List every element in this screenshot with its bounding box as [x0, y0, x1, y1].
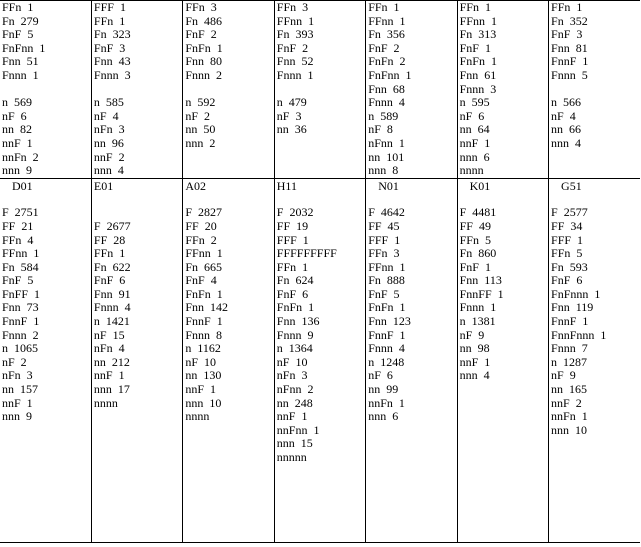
pattern-count-line: FFn 1	[551, 0, 583, 14]
pattern-count-line: nn 101	[368, 149, 405, 164]
pattern-count-line: Fnnn 4	[368, 341, 405, 356]
pattern-count-line: nn 50	[185, 122, 216, 137]
pattern-count-line: FF 19	[276, 218, 309, 233]
pattern-count-line: Fn 356	[368, 27, 405, 42]
pattern-count-line: Fnnn 8	[185, 327, 223, 342]
table-cell	[366, 1, 457, 179]
pattern-count-line: FFF 1	[368, 232, 401, 247]
pattern-count-line: nnF 2	[93, 149, 125, 164]
pattern-count-line: FnF 6	[93, 273, 126, 288]
pattern-count-line: n 1162	[185, 341, 221, 356]
pattern-count-line: nn 248	[276, 395, 313, 410]
pattern-count-line: n 479	[276, 95, 307, 110]
pattern-count-line: Fnn 91	[93, 286, 131, 301]
pattern-count-line: nF 9	[551, 368, 576, 383]
pattern-count-line: FnFn 2	[368, 54, 406, 69]
pattern-count-line: nn 64	[459, 122, 490, 137]
pattern-count-line: nFn 3	[2, 368, 33, 383]
pattern-count-line: FnF 5	[2, 273, 34, 288]
pattern-count-line: Fnn 61	[459, 67, 497, 82]
pattern-count-line: nF 2	[185, 108, 211, 123]
table-cell	[183, 1, 274, 179]
pattern-count-line: FFnn 1	[276, 13, 315, 28]
pattern-count-line: Fn 860	[459, 246, 497, 261]
pattern-count-line: FnF 2	[368, 40, 400, 55]
pattern-count-line: nF 4	[551, 108, 576, 123]
pattern-count-line: n 592	[185, 95, 216, 110]
pattern-count-line: Fn 665	[185, 259, 223, 274]
pattern-count-line: nnn 4	[551, 135, 582, 150]
pattern-count-line: Fnn 81	[551, 40, 588, 55]
pattern-count-line: nnn 6	[368, 409, 399, 424]
sample-id: K01	[469, 178, 491, 193]
pattern-count-line: FnFn 1	[185, 286, 223, 301]
pattern-count-line: FF 49	[459, 218, 491, 233]
blank-line	[551, 83, 640, 97]
table-cell	[549, 178, 640, 542]
pattern-count-line: FnFn 1	[185, 40, 223, 55]
table-cell	[274, 1, 365, 179]
pattern-count-line: nn 212	[93, 354, 130, 369]
pattern-count-line: FnF 6	[551, 273, 583, 288]
pattern-count-line: n 1065	[2, 341, 38, 356]
pattern-count-line: nF 10	[185, 354, 217, 369]
blank-line	[185, 83, 273, 97]
pattern-count-line: FFn 1	[276, 259, 309, 274]
blank-line	[277, 193, 365, 207]
table-cell	[457, 178, 548, 542]
pattern-count-line: nFn 3	[276, 368, 308, 383]
pattern-count-line: nF 8	[368, 122, 393, 137]
pattern-count-line: Fnnn 2	[2, 327, 39, 342]
pattern-count-line: FnFnn 1	[368, 67, 412, 82]
table-cell	[91, 178, 182, 542]
pattern-count-line: nnn 4	[459, 368, 490, 383]
blank-line	[460, 193, 548, 207]
pattern-count-line: nn 66	[551, 122, 582, 137]
pattern-count-line: FnnF 1	[185, 314, 223, 329]
pattern-count-line: nnnn	[185, 409, 210, 424]
pattern-count-line: FFn 1	[2, 0, 34, 14]
blank-line	[551, 193, 640, 207]
pattern-count-line: nnn 15	[276, 436, 313, 451]
pattern-count-line: nn 82	[2, 122, 32, 137]
pattern-count-line: F 4642	[368, 205, 405, 220]
pattern-count-line: FnnF 1	[551, 314, 589, 329]
blank-line	[94, 206, 182, 220]
pattern-count-line: Fn 393	[276, 27, 314, 42]
pattern-count-line: FFn 5	[459, 232, 491, 247]
pattern-count-line: FnFn 1	[276, 300, 315, 315]
pattern-count-line: nF 3	[276, 108, 302, 123]
pattern-count-line: nnn 6	[459, 149, 490, 164]
blank-line	[94, 193, 182, 207]
pattern-count-line: Fn 584	[2, 259, 39, 274]
pattern-count-line: Fn 313	[459, 27, 497, 42]
pattern-count-line: FFnn 1	[459, 13, 497, 28]
pattern-count-line: nn 99	[368, 382, 399, 397]
pattern-count-line: FFFFFFFFF	[276, 246, 337, 261]
pattern-count-line: nn 165	[551, 382, 588, 397]
pattern-count-line: n 585	[93, 95, 124, 110]
pattern-count-line: nnFn 1	[368, 395, 405, 410]
table-row	[0, 178, 640, 542]
pattern-count-line: Fn 352	[551, 13, 588, 28]
pattern-count-line: FFF 1	[551, 232, 584, 247]
table-cell	[274, 178, 365, 542]
pattern-count-line: F 2577	[551, 205, 588, 220]
pattern-count-line: FFn 5	[551, 246, 583, 261]
blank-line	[277, 83, 365, 97]
pattern-count-line: Fnnn 1	[276, 67, 314, 82]
pattern-count-line: nF 6	[2, 108, 27, 123]
pattern-count-line: FFF 1	[93, 0, 126, 14]
pattern-count-line: nnn 9	[2, 409, 32, 424]
pattern-count-line: FnF 1	[459, 40, 491, 55]
pattern-count-line: FF 20	[185, 218, 217, 233]
table-cell	[183, 178, 274, 542]
pattern-count-line: Fnnn 4	[368, 95, 405, 110]
pattern-count-line: nnn 9	[2, 163, 32, 178]
pattern-count-line: nF 6	[368, 368, 393, 383]
pattern-count-line: nnF 1	[2, 395, 33, 410]
pattern-count-line: Fnnn 3	[93, 67, 131, 82]
blank-line	[2, 83, 91, 97]
pattern-count-line: nnn 10	[551, 422, 588, 437]
pattern-count-line: nnF 1	[185, 382, 217, 397]
pattern-count-line: F 4481	[459, 205, 497, 220]
pattern-count-line: Fnnn 4	[93, 300, 131, 315]
pattern-count-line: F 2751	[2, 205, 39, 220]
pattern-count-line: FFn 1	[459, 0, 491, 14]
pattern-count-line: nnF 1	[459, 354, 491, 369]
pattern-count-line: FnF 6	[276, 286, 309, 301]
sample-id: N01	[378, 178, 399, 193]
pattern-count-line: FFnn 1	[185, 246, 223, 261]
pattern-count-line: nnnn	[459, 163, 484, 178]
pattern-count-line: nnn 8	[368, 163, 399, 178]
pattern-count-line: n 1364	[276, 341, 313, 356]
pattern-count-line: FF 28	[93, 232, 126, 247]
pattern-count-line: Fnn 142	[185, 300, 229, 315]
pattern-count-line: Fnnn 1	[459, 300, 497, 315]
pattern-count-line: Fn 888	[368, 273, 405, 288]
pattern-count-line: FnF 3	[93, 40, 126, 55]
pattern-count-line: nn 36	[276, 122, 307, 137]
pattern-count-line: nn 98	[459, 341, 490, 356]
pattern-count-line: nnF 1	[276, 409, 308, 424]
table-body	[0, 1, 640, 543]
pattern-count-line: FnF 2	[276, 40, 309, 55]
pattern-count-line: Fnnn 1	[2, 67, 39, 82]
pattern-count-line: FnnF 1	[551, 54, 589, 69]
pattern-count-line: n 1248	[368, 354, 405, 369]
sample-id: G51	[561, 178, 582, 193]
pattern-count-line: n 1381	[459, 314, 496, 329]
table-row	[0, 1, 640, 179]
pattern-count-line: Fnn 68	[368, 81, 405, 96]
pattern-count-line: Fnn 119	[551, 300, 594, 315]
pattern-count-line: nFn 4	[93, 341, 125, 356]
pattern-count-line: nnFn 2	[2, 149, 39, 164]
pattern-count-line: FFn 1	[368, 0, 400, 14]
pattern-count-line: FnnF 1	[2, 314, 40, 329]
pattern-count-line: nF 6	[459, 108, 485, 123]
sample-id: E01	[93, 178, 114, 193]
pattern-count-line: nF 4	[93, 108, 119, 123]
pattern-count-line: Fnn 123	[368, 314, 411, 329]
pattern-count-line: Fnnn 9	[276, 327, 314, 342]
pattern-count-line: n 1287	[551, 354, 588, 369]
pattern-count-line: nF 15	[93, 327, 125, 342]
pattern-count-line: Fnn 113	[459, 273, 502, 288]
sample-id: H11	[276, 178, 297, 193]
blank-line	[368, 193, 456, 207]
pattern-count-line: Fn 279	[2, 13, 39, 28]
pattern-count-line: nnFnn 1	[276, 422, 320, 437]
table-cell	[91, 1, 182, 179]
pattern-count-line: nF 2	[2, 354, 27, 369]
pattern-count-line: FnF 4	[185, 273, 217, 288]
pattern-count-line: Fnnn 5	[551, 67, 588, 82]
pattern-count-line: nn 157	[2, 382, 38, 397]
pattern-count-line: FF 34	[551, 218, 583, 233]
pattern-count-line: FFn 4	[2, 232, 34, 247]
pattern-count-line: n 589	[368, 108, 399, 123]
pattern-count-line: FFnn 1	[368, 259, 406, 274]
pattern-count-line: FnFn 1	[368, 300, 406, 315]
pattern-count-line: nnnn	[93, 395, 118, 410]
pattern-count-line: FnF 1	[459, 259, 491, 274]
pattern-count-line: n 595	[459, 95, 490, 110]
pattern-count-line: Fn 323	[93, 27, 131, 42]
pattern-count-line: FnF 2	[185, 27, 217, 42]
pattern-count-line: Fn 486	[185, 13, 223, 28]
pattern-count-line: nn 130	[185, 368, 222, 383]
pattern-count-line: F 2827	[185, 205, 223, 220]
blank-line	[2, 193, 91, 207]
table-cell	[457, 1, 548, 179]
pattern-count-line: FnF 5	[368, 286, 400, 301]
pattern-count-line: Fn 624	[276, 273, 314, 288]
pattern-count-line: nF 9	[459, 327, 485, 342]
pattern-count-line: Fnnn 7	[551, 341, 588, 356]
blank-line	[185, 193, 273, 207]
pattern-count-line: Fnn 80	[185, 54, 223, 69]
pattern-count-line: FFn 3	[276, 0, 309, 14]
pattern-count-line: nnF 1	[459, 135, 491, 150]
pattern-count-line: FnFn 1	[459, 54, 497, 69]
pattern-count-line: FF 21	[2, 218, 34, 233]
pattern-count-line: Fnn 136	[276, 314, 320, 329]
pattern-count-line: nnF 1	[2, 135, 33, 150]
pattern-count-line: nnnnn	[276, 450, 307, 464]
pattern-count-line: FFn 2	[185, 232, 217, 247]
pattern-count-line: FFn 3	[368, 246, 400, 261]
pattern-count-line: FnF 3	[551, 27, 583, 42]
pattern-count-line: nnF 1	[93, 368, 125, 383]
pattern-count-line: Fnn 73	[2, 300, 39, 315]
pattern-count-line: Fnnn 3	[459, 81, 497, 96]
pattern-count-line: F 2677	[93, 218, 131, 233]
pattern-count-line: FnFF 1	[2, 286, 41, 301]
pattern-count-line: nnn 10	[185, 395, 222, 410]
blank-line	[94, 83, 182, 97]
pattern-count-line: nnn 17	[93, 382, 130, 397]
pattern-count-line: FnF 5	[2, 27, 34, 42]
pattern-count-line: FnnF 1	[368, 327, 406, 342]
pattern-count-line: nFnn 1	[368, 135, 405, 150]
pattern-count-line: F 2032	[276, 205, 314, 220]
pattern-count-line: nnn 2	[185, 135, 216, 150]
pattern-count-line: Fn 622	[93, 259, 131, 274]
pattern-count-line: Fn 593	[551, 259, 588, 274]
pattern-count-line: FFn 1	[93, 13, 126, 28]
pattern-count-line: n 566	[551, 95, 582, 110]
pattern-count-line: Fnnn 2	[185, 67, 223, 82]
pattern-count-line: FnFnn 1	[2, 40, 46, 55]
sample-id: A02	[185, 178, 207, 193]
pattern-count-line: FFn 3	[185, 0, 217, 14]
pattern-count-line: FnFnnn 1	[551, 286, 601, 301]
pattern-count-line: nnn 4	[93, 163, 124, 178]
pattern-count-line: n 569	[2, 95, 32, 110]
pattern-count-line: Fnn 43	[93, 54, 131, 69]
pattern-count-line: Fnn 51	[2, 54, 39, 69]
sample-id: D01	[12, 178, 33, 193]
pattern-count-line: nnF 2	[551, 395, 582, 410]
table-cell	[0, 1, 91, 179]
pattern-count-line: Fnn 52	[276, 54, 314, 69]
pattern-count-line: nn 96	[93, 135, 124, 150]
table-cell	[366, 178, 457, 542]
pattern-count-line: nFn 3	[93, 122, 125, 137]
pattern-count-line: FFn 1	[93, 246, 126, 261]
pattern-count-line: nnFn 1	[551, 409, 588, 424]
pattern-count-line: FnnFnnn 1	[551, 327, 607, 342]
table-cell	[0, 178, 91, 542]
pattern-count-line: nFnn 2	[276, 382, 314, 397]
pattern-count-line: FFnn 1	[2, 246, 40, 261]
pattern-count-line: n 1421	[93, 314, 130, 329]
pattern-count-line: FFnn 1	[368, 13, 406, 28]
pattern-count-line: FFF 1	[276, 232, 309, 247]
pattern-count-line: nF 10	[276, 354, 308, 369]
table-cell	[549, 1, 640, 179]
pattern-count-line: FnnFF 1	[459, 286, 504, 301]
pattern-count-line: FF 45	[368, 218, 400, 233]
